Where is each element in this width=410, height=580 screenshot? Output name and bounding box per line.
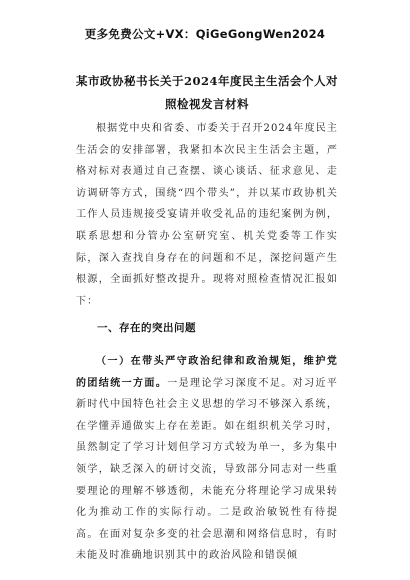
subsection-body: 一是理论学习深度不足。对习近平新时代中国特色社会主义思想的学习不够深入系统，在学懂弄通做实上存在差距。如在组织机关学习时，虽然制定了学习计划但学习方式较为单一，多为集中领学，缺乏深入的研讨交流，导致部分同志对一些重要理论的理解不够透彻，未能充分将理论学习成果转化为推动工作的实际行动。二是政治敏锐性有待提高。在面对复杂多变的社会思潮和网络信息时，有时未能及时准确地识别其中的政治风险和错误倾 bbox=[76, 377, 338, 562]
subsection-paragraph bbox=[76, 351, 338, 567]
intro-paragraph: 根据党中央和省委、市委关于召开2024年度民主生活会的安排部署，我紧扣本次民主生活会主题，严格对标对表通过自己查摆、谈心谈话、征求意见、走访调研等方式，围绕“四个带头”，并以某市政协机关工作人员违规接受宴请并收受礼品的违纪案例为例，联系思想和分管办公室研究室、机关党委等工作实际，深入查找自身存在的问题和不足，深挖问题产生根源，全面抓好整改提升。现将对照检查情况汇报如下： bbox=[76, 123, 338, 307]
document-title: 某市政协秘书长关于2024年度民主生活会个人对照检视发言材料 bbox=[75, 74, 338, 111]
subsection-lead: （一）在带头严守政治纪律和政治规矩，维护党的团结统一方面。 bbox=[76, 356, 338, 389]
section-heading: 一、存在的突出问题 bbox=[97, 322, 196, 334]
promo-banner: 更多免费公文+VX：QiGeGongWen2024 bbox=[84, 27, 326, 41]
